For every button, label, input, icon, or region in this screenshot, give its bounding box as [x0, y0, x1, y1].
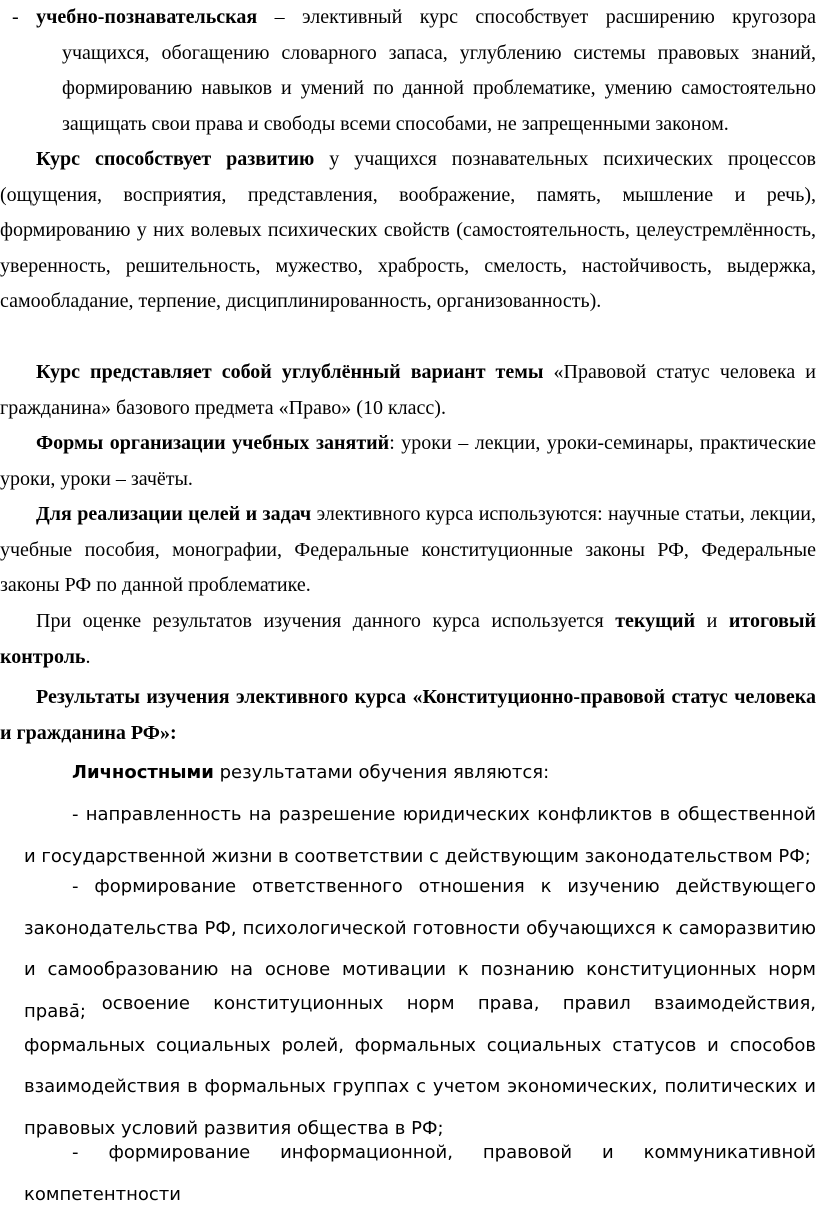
lead-course-variant: Курс представляет собой углублённый вариант темы	[36, 361, 544, 383]
list-item-text: - направленность на разрешение юридических конфликтов в общественной и государственной жизни в соответствии с действующим законодательством РФ;	[24, 804, 816, 867]
list-item-text: - освоение конституционных норм права, правил взаимодействия, формальных социальных ролей, формальных социальных статусов и способов взаимодействия в формальных группах с учетом экономических, политических и правовых условий развития общества в РФ;	[24, 993, 816, 1139]
paragraph-educational-function	[0, 0, 816, 142]
paragraph-course-development	[0, 142, 816, 320]
paragraph-text: результатами обучения являются:	[213, 762, 550, 783]
term-current-control: текущий	[615, 610, 696, 632]
paragraph-text: .	[85, 645, 91, 668]
paragraph-text: элективного курса используются: научные статьи, лекции, учебные пособия, монографии, Федеральные конституционные законы РФ, Федеральные законы РФ по данной проблематике.	[0, 503, 816, 596]
section-heading-results	[0, 680, 816, 751]
paragraph-text: и	[695, 610, 729, 632]
paragraph-goals-implementation	[0, 497, 816, 604]
paragraph-assessment	[0, 604, 816, 675]
lead-course-development: Курс способствует развитию	[36, 148, 315, 170]
paragraph-text: При оценке результатов изучения данного курса используется	[36, 610, 616, 632]
list-item-competence	[0, 1132, 816, 1215]
list-dash: -	[12, 6, 19, 28]
results-heading-text: Результаты изучения элективного курса «Конституционно-правовой статус человека и гражданина РФ»:	[0, 686, 816, 744]
list-item-conflict-resolution	[0, 794, 816, 877]
lead-lesson-forms: Формы организации учебных занятий	[36, 432, 390, 454]
list-item-text: - формирование информационной, правовой и коммуникативной компетентности	[24, 1142, 816, 1205]
paragraph-text: : уроки – лекции, уроки-семинары, практические уроки, уроки – зачёты.	[0, 432, 816, 490]
paragraph-text: – элективный курс способствует расширению кругозора учащихся, обогащению словарного запаса, углублению системы правовых знаний, формированию навыков и умений по данной проблематике, умению самостоятельно защищать свои права и свободы всеми способами, не запрещенными законом.	[62, 6, 816, 135]
paragraph-lesson-forms	[0, 426, 816, 497]
term-final-control: итоговый контроль	[0, 610, 816, 668]
term-personal: Личностными	[72, 762, 214, 783]
paragraph-personal-results	[0, 752, 816, 794]
paragraph-text: «Правовой статус человека и гражданина» базового предмета «Право» (10 класс).	[0, 361, 816, 419]
paragraph-course-variant	[0, 355, 816, 426]
lead-goals-implementation: Для реализации целей и задач	[36, 503, 312, 525]
list-item-constitutional-norms	[0, 983, 816, 1149]
paragraph-text: у учащихся познавательных психических процессов (ощущения, восприятия, представления, воображение, память, мышление и речь), формированию у них волевых психических свойств (самостоятельность, целеустремлённость, уверенность, решительность, мужество, храбрость, смелость, настойчивость, выдержка, самообладание, терпение, дисциплинированность, организованность).	[0, 148, 816, 312]
list-item-text: - формирование ответственного отношения к изучению действующего законодательства РФ, психологической готовности обучающихся к саморазвитию и самообразованию на основе мотивации к познанию конституционных норм права;	[24, 876, 816, 1022]
term-educational-cognitive: учебно-познавательская	[36, 6, 258, 28]
